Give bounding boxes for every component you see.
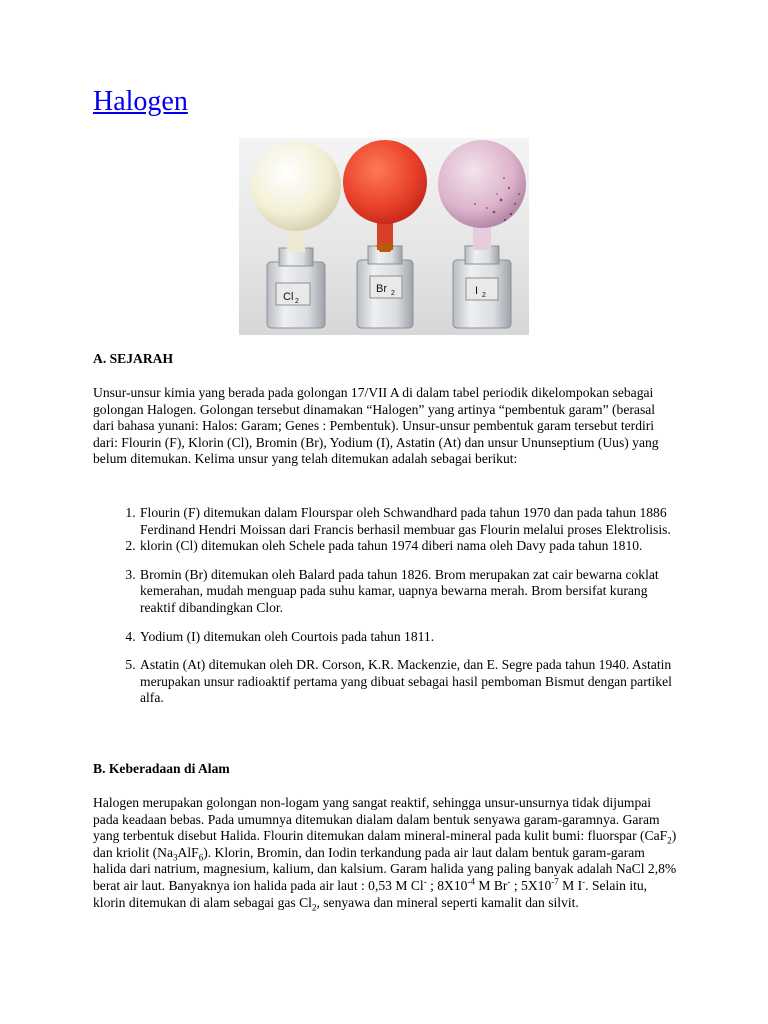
list-item: 5. Astatin (At) ditemukan oleh DR. Corson, K.R. Mackenzie, dan E. Segre pada tahun 1940. Astatin merupakan unsur radioaktif pertama yang dibuat sebagai hasil pemboman Bismut dengan partikel alfa. bbox=[139, 657, 677, 707]
flask-label-br2: Br bbox=[376, 283, 387, 295]
flask-br2 bbox=[343, 140, 427, 328]
halogen-flasks-photo bbox=[239, 138, 529, 335]
section-a-heading: A. SEJARAH bbox=[93, 351, 174, 366]
list-item: 2. klorin (Cl) ditemukan oleh Schele pada tahun 1974 diberi nama oleh Davy pada tahun 1810. bbox=[139, 538, 677, 555]
list-item: 1. Flourin (F) ditemukan dalam Flourspar oleh Schwandhard pada tahun 1970 dan pada tahun 1886 Ferdinand Hendri Moissan dari Francis berhasil membuar gas Flourin melalui proses Elektrolisis. bbox=[139, 505, 677, 538]
page-title[interactable]: Halogen bbox=[93, 86, 188, 117]
svg-text:2: 2 bbox=[391, 290, 395, 297]
flask-label-cl2: Cl bbox=[283, 291, 294, 303]
flask-i2 bbox=[438, 140, 526, 328]
section-b-paragraph: Halogen merupakan golongan non-logam yang sangat reaktif, sehingga unsur-unsurnya tidak dijumpai pada keadaan bebas. Pada umumnya ditemukan dialam dalam bentuk senyawa garam-garamnya. Garam yang terbentuk disebut Halida. Flourin ditemukan dalam mineral-mineral pada kulit bumi: fluorspar (CaF$_2$) dan kriolit $(Na_3AlF_6)$. Klorin, Bromin, dan Iodin terkandung pada air laut dalam bentuk garam-garam halida dari natrium, magnesium, kalium, dan kalsium. Garam halida yang paling banyak adalah NaCl 2,8% berat air laut. Banyaknya ion halida pada air laut : 0,53 M Cl- ; $8X10^{-4}$ M Br- ; $5X10^{-7}$ M I-. Selain itu, klorin ditemukan di alam sebagai gas $Cl_2$, senyawa dan mineral seperti kamalit dan silvit. bbox=[93, 795, 677, 913]
section-a-paragraph: Unsur-unsur kimia yang berada pada golongan 17/VII A di dalam tabel periodik dikelompokan sebagai golongan Halogen. Golongan tersebut dinamakan “Halogen” yang artinya “pembentuk garam” (berasal dari bahasa yunani: Halos: Garam; Genes : Pembentuk). Unsur-unsur pembentuk garam tersebut terdiri dari: Flourin (F), Klorin (Cl), Bromin (Br), Yodium (I), Astatin (At) dan unsur Ununseptium (Uus) yang belum ditemukan. Kelima unsur yang telah ditemukan adalah sebagai berikut: bbox=[93, 385, 659, 467]
flask-cl2 bbox=[251, 141, 341, 328]
flask-label-i2: I bbox=[475, 285, 479, 297]
svg-text:2: 2 bbox=[295, 298, 299, 305]
list-item: 3. Bromin (Br) ditemukan oleh Balard pada tahun 1826. Brom merupakan zat cair bewarna coklat kemerahan, mudah menguap pada suhu kamar, uapnya bewarna merah. Brom bersifat kurang reaktif dibandingkan Clor. bbox=[139, 567, 677, 617]
discovery-list bbox=[93, 505, 677, 707]
svg-text:2: 2 bbox=[482, 292, 486, 299]
list-item: 4. Yodium (I) ditemukan oleh Courtois pada tahun 1811. bbox=[139, 629, 677, 646]
flasks-illustration bbox=[239, 138, 529, 335]
section-b-heading: B. Keberadaan di Alam bbox=[93, 761, 230, 776]
